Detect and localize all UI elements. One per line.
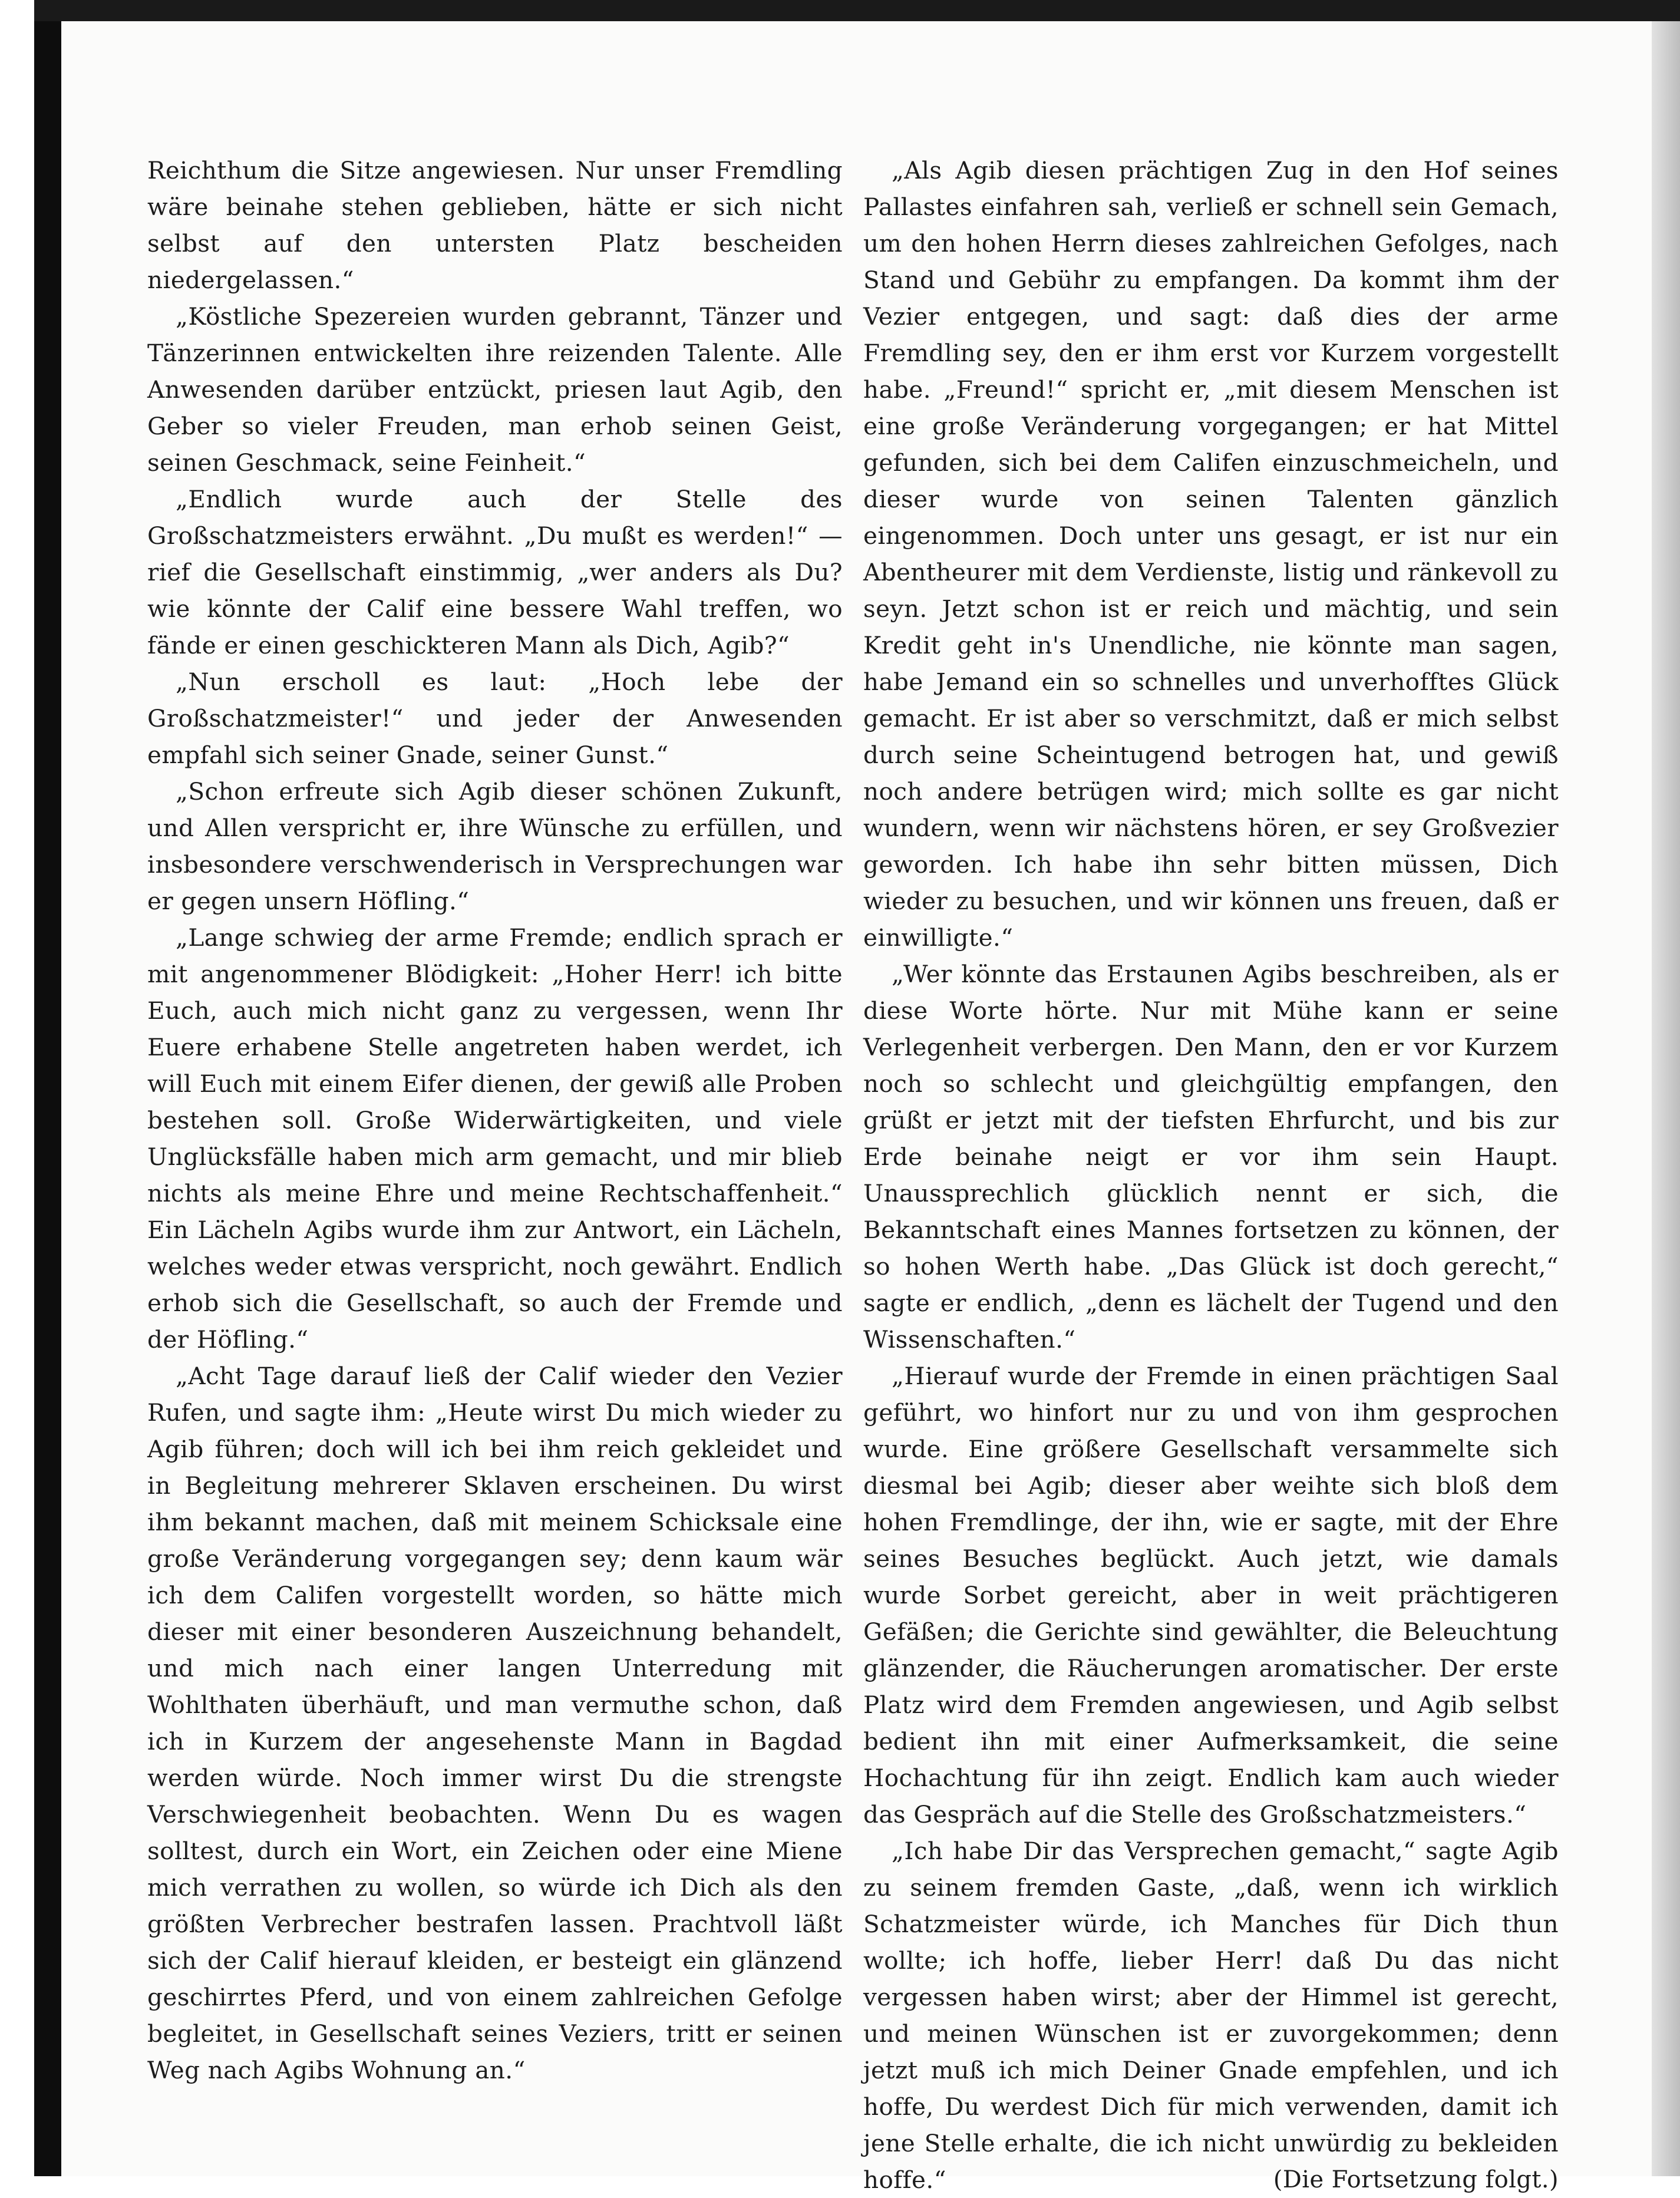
page-top-border bbox=[34, 0, 1680, 21]
paragraph: „Lange schwieg der arme Fremde; endlich sprach er mit angenommener Blödigkeit: „Hoher Herr! ich bitte Euch, auch mich nicht ganz zu vergessen, wenn Ihr Euere erhabene Stelle angetreten haben werdet, ich will Euch mit einem Eifer dienen, der gewiß alle Proben bestehen soll. Große Widerwärtigkeiten, und viele Unglücksfälle haben mich arm gemacht, und mir blieb nichts als meine Ehre und meine Rechtschaffenheit.“ Ein Lächeln Agibs wurde ihm zur Antwort, ein Lächeln, welches weder etwas verspricht, noch gewährt. Endlich erhob sich die Gesellschaft, so auch der Fremde und der Höfling.“ bbox=[147, 923, 843, 1354]
paragraph-text: „Ich habe Dir das Versprechen gemacht,“ sagte Agib zu seinem fremden Gaste, „daß, wenn ich wirklich Schatzmeister würde, ich Manches für Dich thun wollte; ich hoffe, lieber Herr! daß Du das nicht vergessen haben wirst; aber der Himmel ist gerecht, und meinen Wünschen ist er zuvorgekommen; denn jetzt muß ich mich Deiner Gnade empfehlen, und ich hoffe, Du werdest Dich für mich verwenden, damit ich jene Stelle erhalte, die ich nicht unwürdig zu bekleiden hoffe.“ bbox=[863, 1837, 1559, 2194]
page-right-edge-shadow bbox=[1652, 21, 1680, 2176]
continuation-note: (Die Fortsetzung folgt.) bbox=[1273, 2166, 1559, 2193]
book-binding-edge bbox=[34, 0, 61, 2176]
paragraph: „Köstliche Spezereien wurden gebrannt, Tänzer und Tänzerinnen entwickelten ihre reizenden Talente. Alle Anwesenden darüber entzückt, priesen laut Agib, den Geber so vieler Freuden, man erhob seinen Geist, seinen Geschmack, seine Feinheit.“ bbox=[147, 302, 843, 477]
paragraph: „Nun erscholl es laut: „Hoch lebe der Großschatzmeister!“ und jeder der Anwesenden empfahl sich seiner Gnade, seiner Gunst.“ bbox=[147, 668, 843, 769]
paragraph: „Acht Tage darauf ließ der Calif wieder den Vezier Rufen, und sagte ihm: „Heute wirst Du mich wieder zu Agib führen; doch will ich bei ihm reich gekleidet und in Begleitung mehrerer Sklaven erscheinen. Du wirst ihm bekannt machen, daß mit meinem Schicksale eine große Veränderung vorgegangen sey; denn kaum wär ich dem Califen vorgestellt worden, so hätte mich dieser mit einer besonderen Auszeichnung behandelt, und mich nach einer langen Unterredung mit Wohlthaten überhäuft, und man vermuthe schon, daß ich in Kurzem der angesehenste Mann in Bagdad werden würde. Noch immer wirst Du die strengste Verschwiegenheit beobachten. Wenn Du es wagen solltest, durch ein Wort, ein Zeichen oder eine Miene mich verrathen zu wollen, so würde ich Dich als den größten Verbrecher bestrafen lassen. Prachtvoll läßt sich der Calif hierauf kleiden, er besteigt ein glänzend geschirrtes Pferd, und von einem zahlreichen Gefolge begleitet, in Gesellschaft seines Veziers, tritt er seinen Weg nach Agibs Wohnung an.“ bbox=[147, 1362, 843, 2084]
paragraph-final bbox=[863, 1833, 1559, 2198]
paragraph: „Wer könnte das Erstaunen Agibs beschreiben, als er diese Worte hörte. Nur mit Mühe kann er seine Verlegenheit verbergen. Den Mann, den er vor Kurzem noch so schlecht und gleichgültig empfangen, den grüßt er jetzt mit der tiefsten Ehrfurcht, und bis zur Erde beinahe neigt er vor ihm sein Haupt. Unaussprechlich glücklich nennt er sich, die Bekanntschaft eines Mannes fortsetzen zu können, der so hohen Werth habe. „Das Glück ist doch gerecht,“ sagte er endlich, „denn es lächelt der Tugend und den Wissenschaften.“ bbox=[863, 960, 1559, 1354]
paragraph: „Endlich wurde auch der Stelle des Großschatzmeisters erwähnt. „Du mußt es werden!“ — rief die Gesellschaft einstimmig, „wer anders als Du? wie könnte der Calif eine bessere Wahl treffen, wo fände er einen geschickteren Mann als Dich, Agib?“ bbox=[147, 485, 843, 659]
paragraph: „Als Agib diesen prächtigen Zug in den Hof seines Pallastes einfahren sah, verließ er schnell sein Gemach, um den hohen Herrn dieses zahlreichen Gefolges, nach Stand und Gebühr zu empfangen. Da kommt ihm der Vezier entgegen, und sagt: daß dies der arme Fremdling sey, den er ihm erst vor Kurzem vorgestellt habe. „Freund!“ spricht er, „mit diesem Menschen ist eine große Veränderung vorgegangen; er hat Mittel gefunden, sich bei dem Califen einzuschmeicheln, und dieser wurde von seinen Talenten gänzlich eingenommen. Doch unter uns gesagt, er ist nur ein Abentheurer mit dem Verdienste, listig und ränkevoll zu seyn. Jetzt schon ist er reich und mächtig, und sein Kredit geht in's Unendliche, nie könnte man sagen, habe Jemand ein so schnelles und unverhofftes Glück gemacht. Er ist aber so verschmitzt, daß er mich selbst durch seine Scheintugend betrogen hat, und gewiß noch andere betrügen wird; mich sollte es gar nicht wundern, wenn wir nächstens hören, er sey Großvezier geworden. Ich habe ihn sehr bitten müssen, Dich wieder zu besuchen, und wir können uns freuen, daß er einwilligte.“ bbox=[863, 156, 1559, 952]
right-text-column bbox=[863, 152, 1559, 2198]
paragraph: „Schon erfreute sich Agib dieser schönen Zukunft, und Allen verspricht er, ihre Wünsche zu erfüllen, und insbesondere verschwenderisch in Versprechungen war er gegen unsern Höfling.“ bbox=[147, 777, 843, 915]
paragraph: Reichthum die Sitze angewiesen. Nur unser Fremdling wäre beinahe stehen geblieben, hätte er sich nicht selbst auf den untersten Platz bescheiden niedergelassen.“ bbox=[147, 156, 843, 294]
left-text-column bbox=[147, 152, 843, 2088]
paragraph: „Hierauf wurde der Fremde in einen prächtigen Saal geführt, wo hinfort nur zu und von ihm gesprochen wurde. Eine größere Gesellschaft versammelte sich diesmal bei Agib; dieser aber weihte sich bloß dem hohen Fremdlinge, der ihn, wie er sagte, mit der Ehre seines Besuches beglückt. Auch jetzt, wie damals wurde Sorbet gereicht, aber in weit prächtigeren Gefäßen; die Gerichte sind gewählter, die Beleuchtung glänzender, die Räucherungen aromatischer. Der erste Platz wird dem Fremden angewiesen, und Agib selbst bedient ihn mit einer Aufmerksamkeit, die seine Hochachtung für ihn zeigt. Endlich kam auch wieder das Gespräch auf die Stelle des Großschatzmeisters.“ bbox=[863, 1362, 1559, 1829]
